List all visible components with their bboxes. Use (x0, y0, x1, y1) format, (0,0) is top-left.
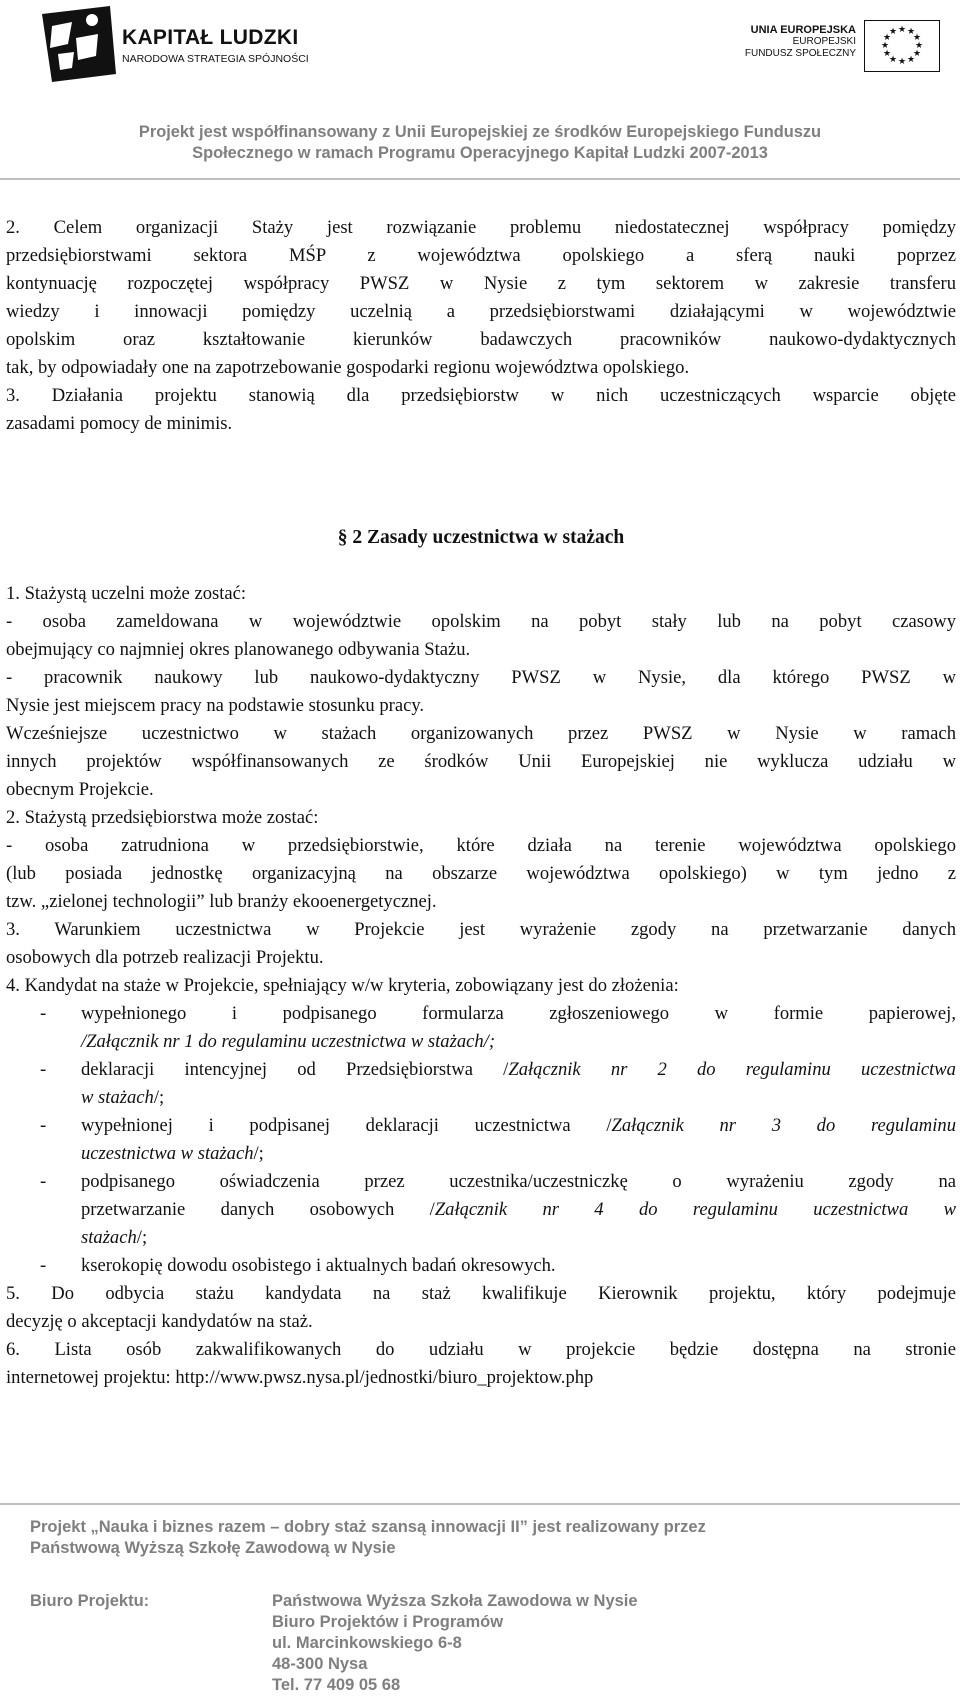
list-dash: - (40, 1255, 47, 1276)
text-line: decyzję o akceptacji kandydatów na staż. (6, 1311, 313, 1332)
text-line: obejmujący co najmniej okres planowanego odbywania Stażu. (6, 639, 471, 660)
svg-text:★: ★ (912, 33, 922, 43)
svg-text:★: ★ (897, 57, 907, 67)
text-segment: /; (153, 1087, 165, 1108)
text-line: (lub posiada jednostkę organizacyjną na obszarze województwa opolskiego) w tym jedno z (6, 863, 956, 884)
list-item (6, 1056, 956, 1084)
list-item-cont (6, 1196, 956, 1224)
item-4-heading: 4. Kandydat na staże w Projekcie, spełniający w/w kryteria, zobowiązany jest do złożenia: (6, 975, 679, 996)
annex-reference: Załącznik nr 3 do regulaminu (611, 1115, 956, 1136)
footer-divider (0, 1503, 960, 1505)
footer-line-2: Państwową Wyższą Szkołę Zawodową w Nysie (30, 1539, 396, 1557)
section-heading (6, 524, 956, 552)
text-line: opolskim oraz kształtowanie kierunków badawczych pracowników naukowo-dydaktycznych (6, 329, 956, 350)
svg-text:★: ★ (912, 49, 922, 59)
list-dash: - (40, 1003, 47, 1024)
text-line: - osoba zameldowana w województwie opolskim na pobyt stały lub na pobyt czasowy (6, 611, 956, 632)
text-line: Wcześniejsze uczestnictwo w stażach organizowanych przez PWSZ w Nysie w ramach (6, 723, 956, 744)
list-item-cont (6, 1028, 956, 1056)
list-item (6, 1168, 956, 1196)
cofinancing-line-1: Projekt jest współfinansowany z Unii Europejskiej ze środków Europejskiego Funduszu (138, 123, 822, 141)
svg-text:★: ★ (888, 55, 898, 65)
svg-text:★: ★ (897, 25, 907, 35)
text-line: osobowych dla potrzeb realizacji Projektu. (6, 947, 324, 968)
text-line: przedsiębiorstwami sektora MŚP z województwa opolskiego a sferą nauki poprzez (6, 245, 956, 266)
item-2-heading: 2. Stażystą przedsiębiorstwa może zostać: (6, 807, 319, 828)
list-item (6, 1112, 956, 1140)
address-line: ul. Marcinkowskiego 6-8 (272, 1634, 462, 1652)
list-item-cont (6, 1224, 956, 1252)
text-line: kserokopię dowodu osobistego i aktualnych badań okresowych. (81, 1255, 556, 1276)
eu-logo-line1: UNIA EUROPEJSKA (750, 24, 856, 36)
address-line: Tel. 77 409 05 68 (272, 1676, 401, 1694)
paragraph-3 (6, 382, 956, 438)
text-line: - osoba zatrudniona w przedsiębiorstwie, które działa na terenie województwa opolskiego (6, 835, 956, 856)
address-line: Biuro Projektów i Programów (272, 1613, 504, 1631)
text-line: 6. Lista osób zakwalifikowanych do udziału w projekcie będzie dostępna na stronie (6, 1339, 956, 1360)
cofinancing-line-2: Społecznego w ramach Programu Operacyjnego Kapitał Ludzki 2007-2013 (192, 144, 768, 162)
text-line: innych projektów współfinansowanych ze środków Unii Europejskiej nie wyklucza udziału w (6, 751, 956, 772)
text-line: 3. Działania projektu stanowią dla przedsiębiorstw w nich uczestniczących wsparcie objęte (6, 385, 956, 406)
item-1-heading: 1. Stażystą uczelni może zostać: (6, 583, 247, 604)
text-line: 2. Celem organizacji Staży jest rozwiązanie problemu niedostatecznej współpracy pomiędzy (6, 217, 956, 238)
list-dash: - (40, 1059, 47, 1080)
text-segment: wypełnionej i podpisanej deklaracji uczestnictwa / (81, 1115, 612, 1136)
eu-logo-text (745, 24, 856, 60)
text-line: tzw. „zielonej technologii” lub branży ekooenergetycznej. (6, 891, 437, 912)
text-segment: /; (136, 1227, 148, 1248)
text-line: tak, by odpowiadały one na zapotrzebowanie gospodarki regionu województwa opolskiego. (6, 357, 690, 378)
annex-reference: Załącznik nr 4 do regulaminu uczestnictwa w (434, 1199, 956, 1220)
address-line: Państwowa Wyższa Szkoła Zawodowa w Nysie (272, 1592, 638, 1610)
kapital-ludzki-name: KAPITAŁ LUDZKI (122, 26, 299, 49)
header-divider (0, 178, 960, 180)
list-item (6, 1000, 956, 1028)
svg-text:★: ★ (906, 27, 916, 37)
text-line: zasadami pomocy de minimis. (6, 413, 233, 434)
svg-text:★: ★ (880, 41, 890, 51)
list-item-cont (6, 1140, 956, 1168)
text-segment: /; (253, 1143, 264, 1164)
kapital-ludzki-logo (38, 4, 309, 84)
kapital-ludzki-emblem-icon (38, 4, 118, 84)
svg-text:★: ★ (882, 49, 892, 59)
cofinancing-notice (0, 122, 960, 164)
eu-logo (700, 20, 940, 75)
eu-logo-line2: EUROPEJSKI (792, 36, 856, 47)
text-line: obecnym Projekcie. (6, 779, 154, 800)
eu-logo-line3: FUNDUSZ SPOŁECZNY (744, 48, 856, 59)
text-line: podpisanego oświadczenia przez uczestnika/uczestniczkę o wyrażeniu zgody na (81, 1171, 956, 1192)
annex-reference: w stażach (81, 1087, 154, 1108)
text-line: wypełnionego i podpisanego formularza zgłoszeniowego w formie papierowej, (81, 1003, 956, 1024)
list-item-cont (6, 1084, 956, 1112)
text-line: Nysie jest miejscem pracy na podstawie stosunku pracy. (6, 695, 425, 716)
svg-text:★: ★ (906, 55, 916, 65)
svg-text:★: ★ (882, 33, 892, 43)
annex-reference: uczestnictwa w stażach (81, 1143, 254, 1164)
eu-flag-icon (864, 20, 940, 72)
footer-project-note (30, 1517, 706, 1559)
participation-rules (6, 580, 956, 1392)
annex-reference: stażach (81, 1227, 137, 1248)
text-line: 5. Do odbycia stażu kandydata na staż kwalifikuje Kierownik projektu, który podejmuje (6, 1283, 956, 1304)
text-segment: deklaracji intencyjnej od Przedsiębiorstwa / (81, 1059, 509, 1080)
text-line: 3. Warunkiem uczestnictwa w Projekcie jest wyrażenie zgody na przetwarzanie danych (6, 919, 956, 940)
text-line: internetowej projektu: http://www.pwsz.nysa.pl/jednostki/biuro_projektow.php (6, 1367, 594, 1388)
footer-address (272, 1591, 638, 1696)
text-segment: przetwarzanie danych osobowych / (81, 1199, 435, 1220)
footer-office-label: Biuro Projektu: (30, 1592, 150, 1610)
text-line: wiedzy i innowacji pomiędzy uczelnią a przedsiębiorstwami działającymi w województwie (6, 301, 956, 322)
list-dash: - (40, 1171, 47, 1192)
section-title: § 2 Zasady uczestnictwa w stażach (337, 527, 625, 548)
paragraph-2 (6, 214, 956, 382)
footer-line-1: Projekt „Nauka i biznes razem – dobry staż szansą innowacji II” jest realizowany przez (30, 1518, 706, 1536)
address-line: 48-300 Nysa (272, 1655, 368, 1673)
text-line: - pracownik naukowy lub naukowo-dydaktyczny PWSZ w Nysie, dla którego PWSZ w (6, 667, 956, 688)
list-dash: - (40, 1115, 47, 1136)
kapital-ludzki-subtitle: NARODOWA STRATEGIA SPÓJNOŚCI (122, 53, 309, 65)
annex-reference: /Załącznik nr 1 do regulaminu uczestnictwa w stażach/; (81, 1031, 496, 1052)
annex-reference: Załącznik nr 2 do regulaminu uczestnictwa (508, 1059, 956, 1080)
svg-text:★: ★ (914, 41, 924, 51)
svg-text:★: ★ (888, 27, 898, 37)
text-line: kontynuację rozpoczętej współpracy PWSZ w Nysie z tym sektorem w zakresie transferu (6, 273, 956, 294)
page-header (0, 0, 960, 185)
list-item (6, 1252, 956, 1280)
